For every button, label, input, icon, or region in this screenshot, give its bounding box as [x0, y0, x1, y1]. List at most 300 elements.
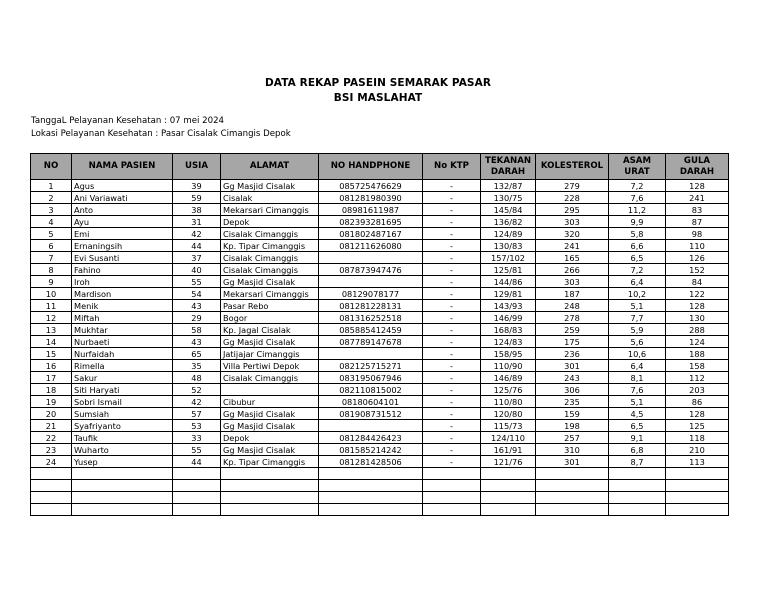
- cell-asam-urat: 5,1: [609, 396, 666, 408]
- cell-kolesterol: 266: [536, 264, 609, 276]
- cell-no-handphone: 087873947476: [319, 264, 423, 276]
- cell-no-ktp: -: [423, 456, 481, 468]
- empty-table-row: [31, 480, 729, 492]
- cell-usia: 35: [173, 360, 221, 372]
- empty-cell: [72, 468, 173, 480]
- cell-asam-urat: 10,6: [609, 348, 666, 360]
- cell-no: 18: [31, 384, 72, 396]
- cell-asam-urat: 4,5: [609, 408, 666, 420]
- empty-cell: [536, 504, 609, 516]
- cell-tekanan-darah: 143/93: [481, 300, 536, 312]
- cell-asam-urat: 5,1: [609, 300, 666, 312]
- cell-no-handphone: [319, 276, 423, 288]
- cell-no-ktp: -: [423, 420, 481, 432]
- cell-no-ktp: -: [423, 276, 481, 288]
- col-header-no: NO: [31, 154, 72, 180]
- cell-no-handphone: 081281980390: [319, 192, 423, 204]
- cell-no-ktp: -: [423, 444, 481, 456]
- empty-cell: [609, 504, 666, 516]
- cell-nama-pasien: Yusep: [72, 456, 173, 468]
- empty-cell: [31, 480, 72, 492]
- cell-tekanan-darah: 161/91: [481, 444, 536, 456]
- cell-usia: 54: [173, 288, 221, 300]
- cell-asam-urat: 6,4: [609, 276, 666, 288]
- cell-gula-darah: 128: [666, 180, 729, 192]
- cell-nama-pasien: Anto: [72, 204, 173, 216]
- cell-tekanan-darah: 124/89: [481, 228, 536, 240]
- cell-nama-pasien: Ani Variawati: [72, 192, 173, 204]
- table-row: [31, 276, 729, 288]
- table-row: [31, 216, 729, 228]
- cell-no-ktp: -: [423, 180, 481, 192]
- table-header-row: [31, 154, 729, 180]
- cell-no-ktp: -: [423, 300, 481, 312]
- cell-alamat: Depok: [221, 432, 319, 444]
- table-row: [31, 384, 729, 396]
- cell-alamat: Cisalak Cimanggis: [221, 252, 319, 264]
- cell-gula-darah: 203: [666, 384, 729, 396]
- empty-cell: [221, 504, 319, 516]
- cell-alamat: Cisalak Cimanggis: [221, 228, 319, 240]
- empty-cell: [72, 492, 173, 504]
- cell-tekanan-darah: 124/83: [481, 336, 536, 348]
- cell-no: 19: [31, 396, 72, 408]
- cell-gula-darah: 118: [666, 432, 729, 444]
- cell-alamat: Cisalak Cimanggis: [221, 372, 319, 384]
- cell-usia: 59: [173, 192, 221, 204]
- empty-table-row: [31, 504, 729, 516]
- table-row: [31, 252, 729, 264]
- cell-alamat: Mekarsari Cimanggis: [221, 288, 319, 300]
- cell-no: 23: [31, 444, 72, 456]
- cell-no: 5: [31, 228, 72, 240]
- empty-cell: [319, 504, 423, 516]
- cell-gula-darah: 128: [666, 408, 729, 420]
- cell-no-ktp: -: [423, 384, 481, 396]
- cell-no: 8: [31, 264, 72, 276]
- cell-tekanan-darah: 125/76: [481, 384, 536, 396]
- cell-no-handphone: 081316252518: [319, 312, 423, 324]
- cell-no-ktp: -: [423, 204, 481, 216]
- empty-cell: [609, 468, 666, 480]
- cell-nama-pasien: Siti Haryati: [72, 384, 173, 396]
- cell-no-handphone: 08129078177: [319, 288, 423, 300]
- cell-usia: 55: [173, 444, 221, 456]
- cell-gula-darah: 128: [666, 300, 729, 312]
- empty-cell: [609, 480, 666, 492]
- cell-asam-urat: 5,6: [609, 336, 666, 348]
- cell-alamat: Gg Masjid Cisalak: [221, 276, 319, 288]
- cell-usia: 52: [173, 384, 221, 396]
- cell-kolesterol: 303: [536, 216, 609, 228]
- cell-no-ktp: -: [423, 228, 481, 240]
- cell-no-ktp: -: [423, 312, 481, 324]
- cell-no-ktp: -: [423, 216, 481, 228]
- cell-usia: 44: [173, 240, 221, 252]
- empty-cell: [72, 480, 173, 492]
- cell-nama-pasien: Emi: [72, 228, 173, 240]
- cell-no: 11: [31, 300, 72, 312]
- table-row: [31, 264, 729, 276]
- cell-asam-urat: 5,9: [609, 324, 666, 336]
- cell-nama-pasien: Miftah: [72, 312, 173, 324]
- cell-tekanan-darah: 136/82: [481, 216, 536, 228]
- cell-nama-pasien: Mardison: [72, 288, 173, 300]
- cell-gula-darah: 87: [666, 216, 729, 228]
- cell-no: 14: [31, 336, 72, 348]
- empty-cell: [31, 492, 72, 504]
- cell-no: 15: [31, 348, 72, 360]
- empty-cell: [481, 504, 536, 516]
- cell-kolesterol: 278: [536, 312, 609, 324]
- cell-no-handphone: 081908731512: [319, 408, 423, 420]
- cell-no-handphone: 081211626080: [319, 240, 423, 252]
- cell-asam-urat: 6,5: [609, 420, 666, 432]
- cell-usia: 40: [173, 264, 221, 276]
- cell-nama-pasien: Taufik: [72, 432, 173, 444]
- table-row: [31, 228, 729, 240]
- col-header-usia: USIA: [173, 154, 221, 180]
- cell-alamat: Kp. Jagal Cisalak: [221, 324, 319, 336]
- cell-gula-darah: 83: [666, 204, 729, 216]
- cell-no-handphone: 08180604101: [319, 396, 423, 408]
- service-location-line: Lokasi Pelayanan Kesehatan : Pasar Cisalak Cimangis Depok: [31, 129, 291, 139]
- empty-cell: [31, 504, 72, 516]
- cell-no: 21: [31, 420, 72, 432]
- cell-no-handphone: 081281228131: [319, 300, 423, 312]
- empty-cell: [481, 468, 536, 480]
- cell-alamat: Kp. Tipar Cimanggis: [221, 240, 319, 252]
- cell-asam-urat: 6,5: [609, 252, 666, 264]
- cell-asam-urat: 11,2: [609, 204, 666, 216]
- empty-cell: [666, 480, 729, 492]
- cell-usia: 29: [173, 312, 221, 324]
- cell-gula-darah: 113: [666, 456, 729, 468]
- cell-tekanan-darah: 110/90: [481, 360, 536, 372]
- table-row: [31, 336, 729, 348]
- cell-kolesterol: 236: [536, 348, 609, 360]
- cell-usia: 38: [173, 204, 221, 216]
- empty-cell: [536, 492, 609, 504]
- cell-tekanan-darah: 129/81: [481, 288, 536, 300]
- cell-asam-urat: 7,6: [609, 384, 666, 396]
- cell-alamat: Gg Masjid Cisalak: [221, 336, 319, 348]
- table-row: [31, 192, 729, 204]
- cell-kolesterol: 165: [536, 252, 609, 264]
- cell-no-handphone: 081281428506: [319, 456, 423, 468]
- cell-usia: 53: [173, 420, 221, 432]
- empty-cell: [536, 468, 609, 480]
- cell-nama-pasien: Syafriyanto: [72, 420, 173, 432]
- cell-no-handphone: 08981611987: [319, 204, 423, 216]
- table-row: [31, 444, 729, 456]
- cell-alamat: Cibubur: [221, 396, 319, 408]
- cell-gula-darah: 112: [666, 372, 729, 384]
- col-header-kolesterol: KOLESTEROL: [536, 154, 609, 180]
- cell-tekanan-darah: 146/89: [481, 372, 536, 384]
- empty-cell: [666, 468, 729, 480]
- cell-nama-pasien: Fahino: [72, 264, 173, 276]
- empty-table-row: [31, 492, 729, 504]
- empty-cell: [536, 480, 609, 492]
- table-row: [31, 324, 729, 336]
- table-row: [31, 396, 729, 408]
- empty-cell: [481, 492, 536, 504]
- col-header-asam-urat: ASAM URAT: [609, 154, 666, 180]
- cell-usia: 55: [173, 276, 221, 288]
- cell-gula-darah: 210: [666, 444, 729, 456]
- cell-no-handphone: [319, 252, 423, 264]
- cell-kolesterol: 310: [536, 444, 609, 456]
- empty-cell: [173, 468, 221, 480]
- cell-no-handphone: 081802487167: [319, 228, 423, 240]
- empty-cell: [423, 504, 481, 516]
- empty-cell: [72, 504, 173, 516]
- cell-alamat: Mekarsari Cimanggis: [221, 204, 319, 216]
- table-row: [31, 312, 729, 324]
- cell-alamat: Cisalak: [221, 192, 319, 204]
- table-row: [31, 372, 729, 384]
- cell-nama-pasien: Evi Susanti: [72, 252, 173, 264]
- empty-cell: [173, 480, 221, 492]
- cell-nama-pasien: Agus: [72, 180, 173, 192]
- empty-cell: [319, 468, 423, 480]
- cell-asam-urat: 7,7: [609, 312, 666, 324]
- cell-kolesterol: 175: [536, 336, 609, 348]
- cell-asam-urat: 6,4: [609, 360, 666, 372]
- empty-cell: [319, 480, 423, 492]
- cell-alamat: Gg Masjid Cisalak: [221, 444, 319, 456]
- table-row: [31, 420, 729, 432]
- cell-no-handphone: 081585214242: [319, 444, 423, 456]
- cell-no-handphone: [319, 348, 423, 360]
- cell-asam-urat: 8,1: [609, 372, 666, 384]
- cell-kolesterol: 295: [536, 204, 609, 216]
- empty-cell: [666, 492, 729, 504]
- cell-usia: 33: [173, 432, 221, 444]
- cell-no-handphone: 083195067946: [319, 372, 423, 384]
- cell-alamat: Gg Masjid Cisalak: [221, 180, 319, 192]
- cell-kolesterol: 320: [536, 228, 609, 240]
- cell-kolesterol: 301: [536, 456, 609, 468]
- cell-alamat: Cisalak Cimanggis: [221, 264, 319, 276]
- cell-usia: 42: [173, 228, 221, 240]
- cell-no: 4: [31, 216, 72, 228]
- cell-tekanan-darah: 168/83: [481, 324, 536, 336]
- cell-no-ktp: -: [423, 432, 481, 444]
- cell-gula-darah: 110: [666, 240, 729, 252]
- cell-kolesterol: 187: [536, 288, 609, 300]
- table-row: [31, 456, 729, 468]
- cell-nama-pasien: Nurfaidah: [72, 348, 173, 360]
- cell-usia: 31: [173, 216, 221, 228]
- cell-alamat: Villa Pertiwi Depok: [221, 360, 319, 372]
- empty-cell: [319, 492, 423, 504]
- cell-no-ktp: -: [423, 348, 481, 360]
- cell-usia: 48: [173, 372, 221, 384]
- cell-no-ktp: -: [423, 264, 481, 276]
- cell-usia: 39: [173, 180, 221, 192]
- cell-tekanan-darah: 146/99: [481, 312, 536, 324]
- table-body: [31, 180, 729, 516]
- cell-gula-darah: 130: [666, 312, 729, 324]
- cell-usia: 58: [173, 324, 221, 336]
- cell-kolesterol: 306: [536, 384, 609, 396]
- cell-gula-darah: 86: [666, 396, 729, 408]
- cell-nama-pasien: Rimella: [72, 360, 173, 372]
- col-header-alamat: ALAMAT: [221, 154, 319, 180]
- cell-no-handphone: 085725476629: [319, 180, 423, 192]
- document-subtitle: BSI MASLAHAT: [333, 92, 423, 104]
- cell-usia: 57: [173, 408, 221, 420]
- table-row: [31, 408, 729, 420]
- cell-kolesterol: 159: [536, 408, 609, 420]
- cell-gula-darah: 188: [666, 348, 729, 360]
- col-header-nama-pasien: NAMA PASIEN: [72, 154, 173, 180]
- empty-cell: [221, 468, 319, 480]
- cell-tekanan-darah: 110/80: [481, 396, 536, 408]
- cell-usia: 65: [173, 348, 221, 360]
- cell-nama-pasien: Ernaningsih: [72, 240, 173, 252]
- cell-no-handphone: [319, 420, 423, 432]
- cell-kolesterol: 279: [536, 180, 609, 192]
- cell-nama-pasien: Menik: [72, 300, 173, 312]
- cell-alamat: Kp. Tipar Cimanggis: [221, 456, 319, 468]
- cell-tekanan-darah: 157/102: [481, 252, 536, 264]
- cell-no-ktp: -: [423, 336, 481, 348]
- cell-asam-urat: 9,9: [609, 216, 666, 228]
- table-row: [31, 432, 729, 444]
- empty-cell: [666, 504, 729, 516]
- cell-usia: 43: [173, 336, 221, 348]
- col-header-gula-darah: GULA DARAH: [666, 154, 729, 180]
- cell-no: 6: [31, 240, 72, 252]
- cell-tekanan-darah: 121/76: [481, 456, 536, 468]
- table-row: [31, 240, 729, 252]
- cell-tekanan-darah: 144/86: [481, 276, 536, 288]
- cell-alamat: Gg Masjid Cisalak: [221, 408, 319, 420]
- cell-no: 24: [31, 456, 72, 468]
- col-header-no-ktp: No KTP: [423, 154, 481, 180]
- cell-asam-urat: 8,7: [609, 456, 666, 468]
- cell-no: 1: [31, 180, 72, 192]
- document-title: DATA REKAP PASEIN SEMARAK PASAR: [264, 77, 491, 89]
- cell-no: 22: [31, 432, 72, 444]
- cell-kolesterol: 235: [536, 396, 609, 408]
- cell-nama-pasien: Ayu: [72, 216, 173, 228]
- cell-nama-pasien: Sumsiah: [72, 408, 173, 420]
- cell-asam-urat: 5,8: [609, 228, 666, 240]
- empty-table-row: [31, 468, 729, 480]
- cell-usia: 43: [173, 300, 221, 312]
- cell-asam-urat: 10,2: [609, 288, 666, 300]
- empty-cell: [609, 492, 666, 504]
- cell-asam-urat: 7,2: [609, 264, 666, 276]
- cell-kolesterol: 257: [536, 432, 609, 444]
- empty-cell: [481, 480, 536, 492]
- cell-tekanan-darah: 120/80: [481, 408, 536, 420]
- cell-no-handphone: 085885412459: [319, 324, 423, 336]
- cell-no: 9: [31, 276, 72, 288]
- empty-cell: [221, 492, 319, 504]
- cell-no: 7: [31, 252, 72, 264]
- cell-no-handphone: 082110815002: [319, 384, 423, 396]
- cell-alamat: Jatijajar Cimanggis: [221, 348, 319, 360]
- cell-kolesterol: 243: [536, 372, 609, 384]
- cell-no: 13: [31, 324, 72, 336]
- service-date-line: TanggaL Pelayanan Kesehatan : 07 mei 2024: [31, 116, 225, 126]
- cell-usia: 37: [173, 252, 221, 264]
- empty-cell: [31, 468, 72, 480]
- cell-nama-pasien: Sakur: [72, 372, 173, 384]
- cell-asam-urat: 7,6: [609, 192, 666, 204]
- cell-gula-darah: 126: [666, 252, 729, 264]
- empty-cell: [423, 468, 481, 480]
- cell-no-handphone: 087789147678: [319, 336, 423, 348]
- cell-alamat: Pasar Rebo: [221, 300, 319, 312]
- empty-cell: [173, 504, 221, 516]
- cell-no: 10: [31, 288, 72, 300]
- cell-tekanan-darah: 130/75: [481, 192, 536, 204]
- cell-gula-darah: 288: [666, 324, 729, 336]
- cell-asam-urat: 9,1: [609, 432, 666, 444]
- cell-gula-darah: 122: [666, 288, 729, 300]
- empty-cell: [423, 480, 481, 492]
- cell-kolesterol: 228: [536, 192, 609, 204]
- cell-no-handphone: 082125715271: [319, 360, 423, 372]
- cell-kolesterol: 259: [536, 324, 609, 336]
- cell-nama-pasien: Wuharto: [72, 444, 173, 456]
- cell-alamat: [221, 384, 319, 396]
- cell-no-ktp: -: [423, 324, 481, 336]
- cell-no: 2: [31, 192, 72, 204]
- cell-gula-darah: 84: [666, 276, 729, 288]
- cell-no-ktp: -: [423, 372, 481, 384]
- cell-usia: 42: [173, 396, 221, 408]
- cell-no-ktp: -: [423, 396, 481, 408]
- cell-gula-darah: 241: [666, 192, 729, 204]
- col-header-tekanan-darah: TEKANAN DARAH: [481, 154, 536, 180]
- empty-cell: [221, 480, 319, 492]
- patient-recap-table: [30, 153, 729, 516]
- cell-no: 3: [31, 204, 72, 216]
- cell-asam-urat: 7,2: [609, 180, 666, 192]
- cell-asam-urat: 6,6: [609, 240, 666, 252]
- cell-gula-darah: 125: [666, 420, 729, 432]
- cell-nama-pasien: Sobri Ismail: [72, 396, 173, 408]
- cell-alamat: Gg Masjid Cisalak: [221, 420, 319, 432]
- cell-gula-darah: 124: [666, 336, 729, 348]
- cell-kolesterol: 241: [536, 240, 609, 252]
- table-row: [31, 288, 729, 300]
- cell-asam-urat: 6,8: [609, 444, 666, 456]
- cell-no: 17: [31, 372, 72, 384]
- cell-no-ktp: -: [423, 408, 481, 420]
- cell-gula-darah: 158: [666, 360, 729, 372]
- table-row: [31, 180, 729, 192]
- table-row: [31, 300, 729, 312]
- cell-tekanan-darah: 130/83: [481, 240, 536, 252]
- cell-no-ktp: -: [423, 252, 481, 264]
- cell-no-handphone: 082393281695: [319, 216, 423, 228]
- cell-kolesterol: 301: [536, 360, 609, 372]
- cell-usia: 44: [173, 456, 221, 468]
- cell-no: 16: [31, 360, 72, 372]
- cell-gula-darah: 152: [666, 264, 729, 276]
- cell-kolesterol: 248: [536, 300, 609, 312]
- cell-tekanan-darah: 124/110: [481, 432, 536, 444]
- cell-tekanan-darah: 125/81: [481, 264, 536, 276]
